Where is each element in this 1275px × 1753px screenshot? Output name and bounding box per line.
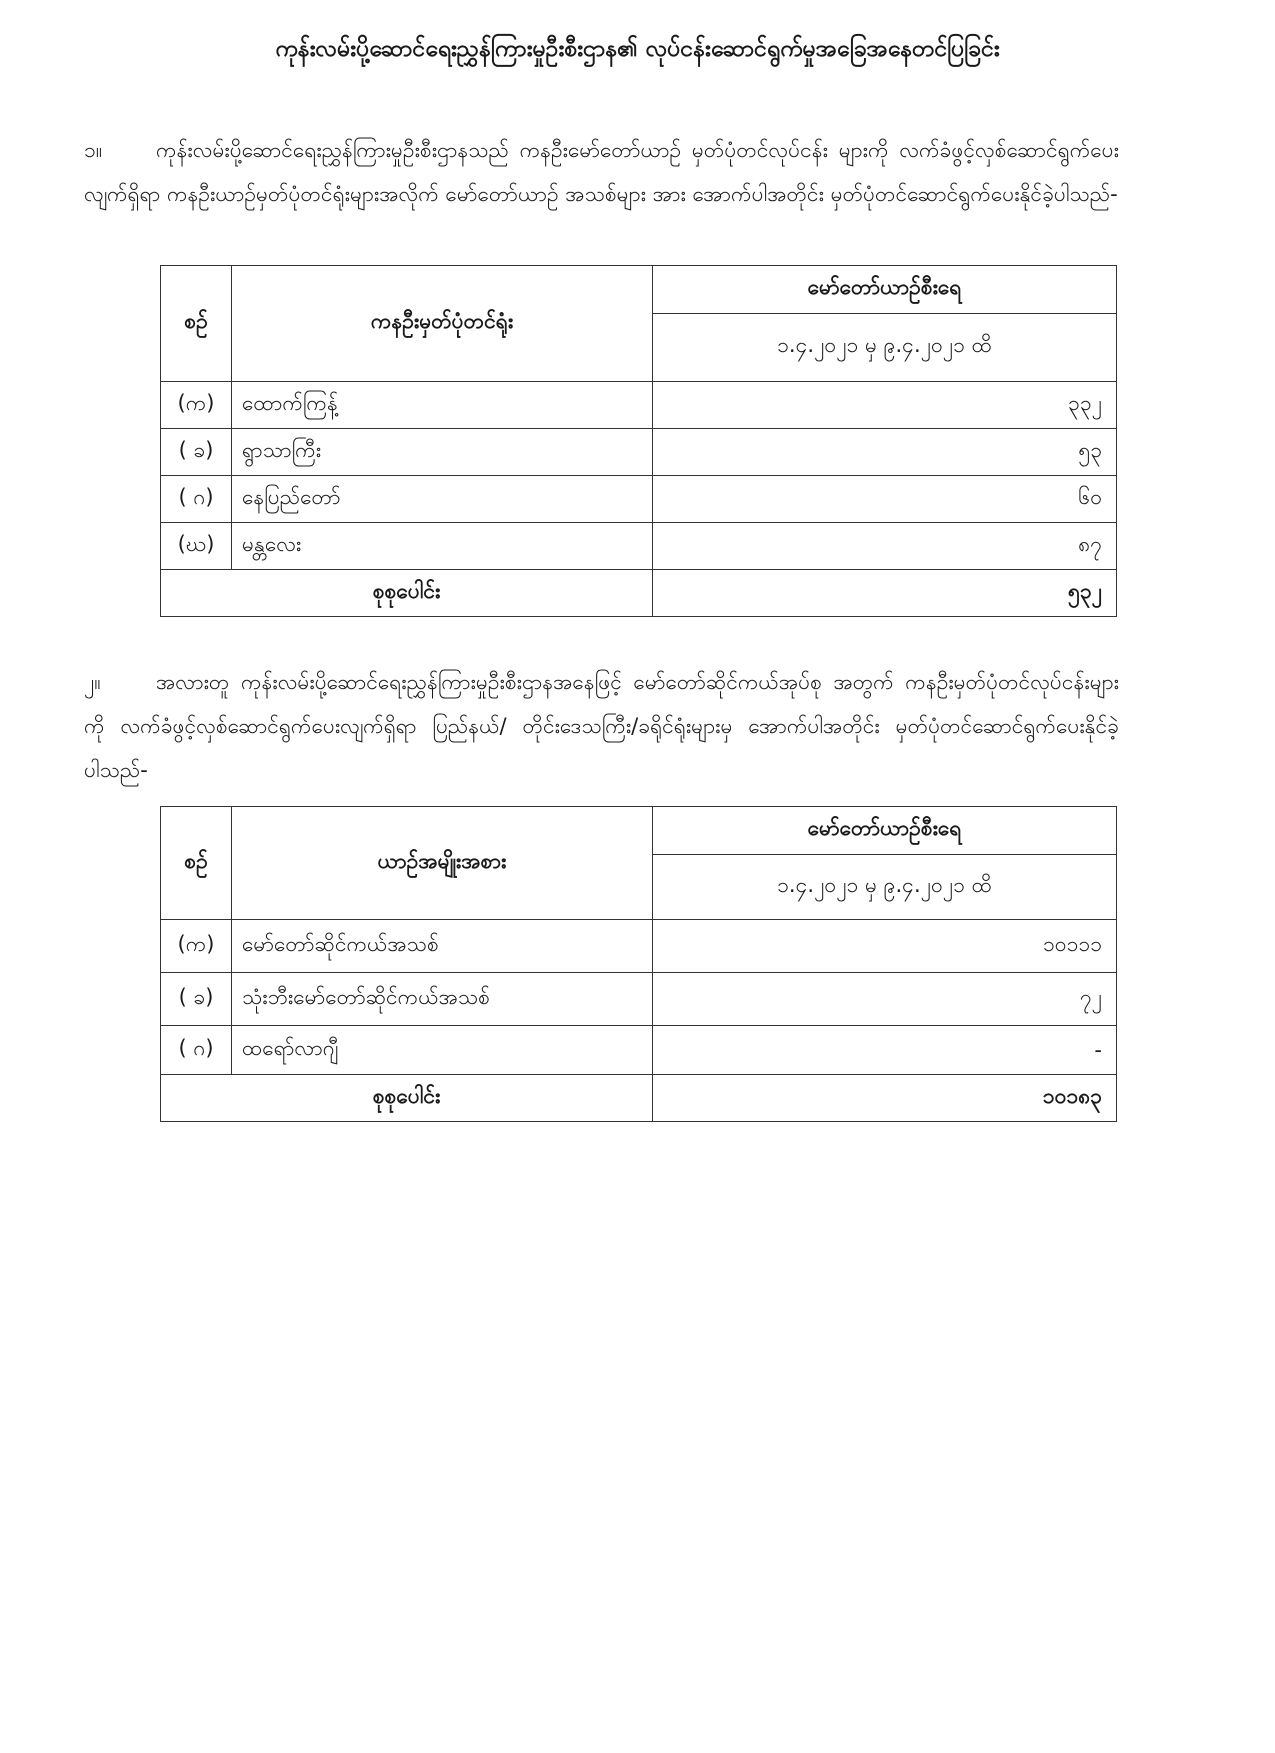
paragraph-1 [84, 128, 1119, 216]
page-title: ကုန်းလမ်းပို့ဆောင်ရေးညွှန်ကြားမှုဦးစီးဌာန၏ လုပ်ငန်းဆောင်ရွက်မှုအခြေအနေတင်ပြခြင်း [275, 36, 1000, 62]
row-name: ထရော်လာဂျီ [232, 1026, 653, 1075]
table-row [161, 523, 1117, 570]
row-value: ၅၃ [653, 429, 1117, 476]
total-value: ၅၃၂ [653, 570, 1117, 617]
paragraph-2 [84, 660, 1119, 792]
total-label: စုစုပေါင်း [161, 1075, 653, 1122]
row-name: သုံးဘီးမော်တော်ဆိုင်ကယ်အသစ် [232, 973, 653, 1026]
table-2-period: ၁.၄.၂၀၂၁ မှ ၉.၄.၂၀၂၁ ထိ [653, 855, 1117, 920]
total-value: ၁၀၁၈၃ [653, 1075, 1117, 1122]
row-sn: ( ဂ) [161, 476, 232, 523]
paragraph-2-number: ၂။ [84, 670, 101, 694]
table-1-period: ၁.၄.၂၀၂၁ မှ ၉.၄.၂၀၂၁ ထိ [653, 314, 1117, 382]
row-value: ၈၇ [653, 523, 1117, 570]
row-value: ၇၂ [653, 973, 1117, 1026]
table-2 [160, 806, 1117, 1122]
row-sn: ( ခ) [161, 973, 232, 1026]
row-name: ထောက်ကြန့် [232, 382, 653, 429]
table-total-row [161, 570, 1117, 617]
table-row [161, 1026, 1117, 1075]
table-2-header-sn: စဉ် [161, 807, 232, 920]
table-total-row [161, 1075, 1117, 1122]
table-1-header-sn: စဉ် [161, 266, 232, 382]
row-name: မော်တော်ဆိုင်ကယ်အသစ် [232, 920, 653, 973]
table-row [161, 476, 1117, 523]
table-1-header-value: မော်တော်ယာဉ်စီးရေ [653, 266, 1117, 314]
row-name: ရွာသာကြီး [232, 429, 653, 476]
table-1-header-name: ကနဦးမှတ်ပုံတင်ရုံး [232, 266, 653, 382]
row-value: - [653, 1026, 1117, 1075]
row-sn: ( ခ) [161, 429, 232, 476]
table-row [161, 382, 1117, 429]
table-row [161, 429, 1117, 476]
row-sn: (က) [161, 920, 232, 973]
paragraph-1-number: ၁။ [84, 138, 103, 162]
row-name: မန္တလေး [232, 523, 653, 570]
row-sn: (ဃ) [161, 523, 232, 570]
table-2-header-value: မော်တော်ယာဉ်စီးရေ [653, 807, 1117, 855]
table-row [161, 920, 1117, 973]
paragraph-2-text: အလားတူ ကုန်းလမ်းပို့ဆောင်ရေးညွှန်ကြားမှုဦးစီးဌာနအနေဖြင့် မော်တော်ဆိုင်ကယ်အုပ်စု အတွက် ကနဦးမှတ်ပုံတင်လုပ်ငန်းများကို လက်ခံဖွင့်လှစ်ဆောင်ရွက်ပေးလျက်ရှိရာ ပြည်နယ်/ တိုင်းဒေသကြီး/ခရိုင်ရုံးများမှ အောက်ပါအတိုင်း မှတ်ပုံတင်ဆောင်ရွက်ပေးနိုင်ခဲ့ပါသည်- [84, 670, 1119, 782]
row-value: ၁၀၁၁၁ [653, 920, 1117, 973]
row-sn: ( ဂ) [161, 1026, 232, 1075]
total-label: စုစုပေါင်း [161, 570, 653, 617]
row-value: ၃၃၂ [653, 382, 1117, 429]
row-value: ၆၀ [653, 476, 1117, 523]
paragraph-1-text: ကုန်းလမ်းပို့ဆောင်ရေးညွှန်ကြားမှုဦးစီးဌာနသည် ကနဦးမော်တော်ယာဉ် မှတ်ပုံတင်လုပ်ငန်း များကို လက်ခံဖွင့်လှစ်ဆောင်ရွက်ပေးလျက်ရှိရာ ကနဦးယာဉ်မှတ်ပုံတင်ရုံးများအလိုက် မော်တော်ယာဉ် အသစ်များ အား အောက်ပါအတိုင်း မှတ်ပုံတင်ဆောင်ရွက်ပေးနိုင်ခဲ့ပါသည်- [84, 138, 1119, 206]
table-2-header-name: ယာဉ်အမျိုးအစား [232, 807, 653, 920]
row-sn: (က) [161, 382, 232, 429]
row-name: နေပြည်တော် [232, 476, 653, 523]
table-row [161, 973, 1117, 1026]
table-1 [160, 265, 1117, 617]
